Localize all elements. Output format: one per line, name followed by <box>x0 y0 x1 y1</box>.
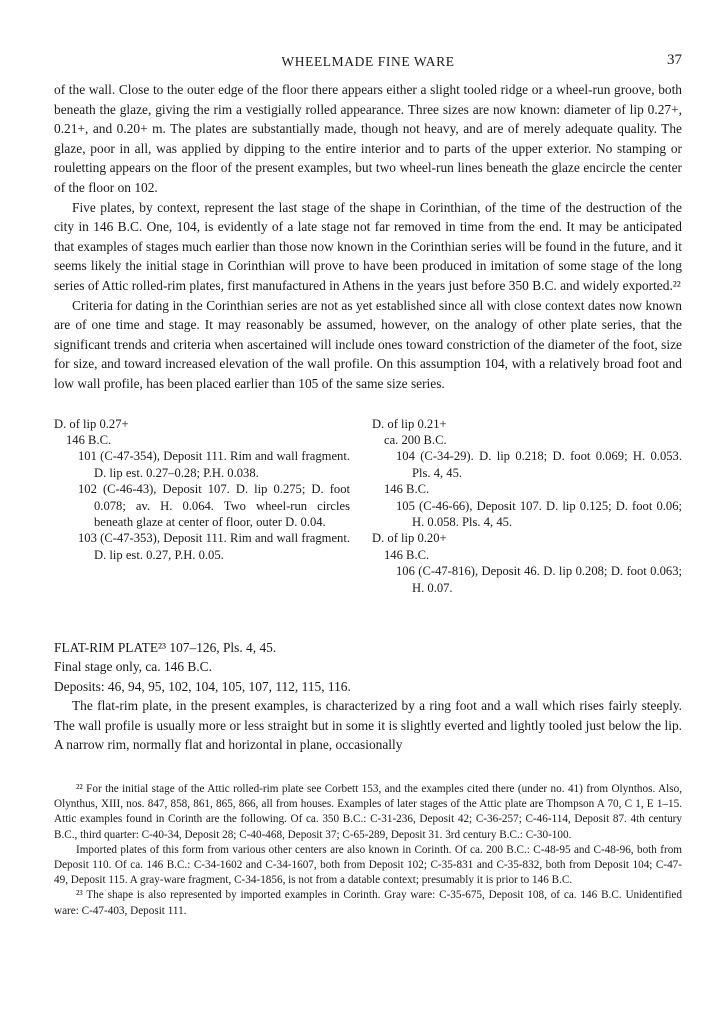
date-label: 146 B.C. <box>66 432 112 447</box>
page <box>54 52 682 755</box>
body-paragraph: Criteria for dating in the Corinthian series are not as yet established since all with close context dates now known are of one time and stage. It may reasonably be assumed, however, on the analogy of other plate series, that the significant trends and criteria when ascertained will include ones toward constriction of the diameter of the foot, size for size, and toward increased elevation of the wall profile. On this assumption 104, with a relatively broad foot and low wall profile, has been placed earlier than 105 of the same size series. <box>54 297 682 391</box>
catalog-left-column <box>54 416 350 564</box>
page-number: 37 <box>667 52 682 68</box>
running-header <box>54 52 682 78</box>
size-group-label: D. of lip 0.27+ <box>54 416 129 431</box>
catalog-entry: 102 (C-46-43), Deposit 107. D. lip 0.275; D. foot 0.078; av. H. 0.064. Two wheel-run circles beneath glaze at center of floor, outer D. 0.04. <box>78 482 350 529</box>
running-title: WHEELMADE FINE WARE <box>281 54 455 69</box>
size-group-label: D. of lip 0.21+ <box>372 416 447 431</box>
catalog-right-column <box>372 416 682 596</box>
catalog-columns <box>54 416 682 595</box>
footnotes <box>54 782 682 919</box>
catalog-entry: 103 (C-47-353), Deposit 111. Rim and wall fragment. D. lip est. 0.27, P.H. 0.05. <box>78 531 350 562</box>
date-label: 146 B.C. <box>384 482 430 497</box>
size-group-label: D. of lip 0.20+ <box>372 531 447 546</box>
footnote-22-continued: Imported plates of this form from various other centers are also known in Corinth. Of ca. 200 B.C.: C-48-95 and C-48-96, both from Deposit 110. Of ca. 146 B.C.: C-34-1602 and C-34-1607, both from Deposit 102; C-35-831 and C-35-832, both from Deposit 104; C-47-49, Deposit 115. A gray-ware fragment, C-34-1856, is not from a datable context; presumably it is prior to 146 B.C. <box>54 843 682 887</box>
date-label: 146 B.C. <box>384 547 430 562</box>
body-paragraph: Five plates, by context, represent the last stage of the shape in Corinthian, of the time of the destruction of the city in 146 B.C. One, 104, is evidently of a late stage not far removed in time from the end. It may be anticipated that examples of stages much earlier than those now known in the Corinthian series will be found in the future, and it seems likely the initial stage in Corinthian will prove to have been produced in imitation of some stage of the long series of Attic rolled-rim plates, first manufactured in Athens in the years just before 350 B.C. and widely exported.²² <box>54 199 682 293</box>
catalog-entry: 104 (C-34-29). D. lip 0.218; D. foot 0.069; H. 0.053. Pls. 4, 45. <box>396 449 682 480</box>
body-paragraph: of the wall. Close to the outer edge of the floor there appears either a slight tooled ridge or a wheel-run groove, both beneath the glaze, giving the rim a vestigially rolled appearance. Three sizes are now known: diameter of lip 0.27+, 0.21+, and 0.20+ m. The plates are substantially made, though not heavy, and are of merely adequate quality. The glaze, poor in all, was applied by dipping to the entire interior and to parts of the upper exterior. No stamping or rouletting appears on the floor of the present examples, but two wheel-run lines beneath the glaze encircle the center of the floor on 102. <box>54 82 682 195</box>
catalog-entry: 105 (C-46-66), Deposit 107. D. lip 0.125; D. foot 0.06; H. 0.058. Pls. 4, 45. <box>396 498 682 529</box>
deposits-line: Deposits: 46, 94, 95, 102, 104, 105, 107, 112, 115, 116. <box>54 678 351 694</box>
footnote-23: ²³ The shape is also represented by imported examples in Corinth. Gray ware: C-35-675, Deposit 108, of ca. 146 B.C. Unidentified ware: C-47-403, Deposit 111. <box>54 889 682 917</box>
flat-rim-section <box>54 638 682 756</box>
date-label: ca. 200 B.C. <box>384 432 447 447</box>
stage-line: Final stage only, ca. 146 B.C. <box>54 659 212 675</box>
footnote-22: ²² For the initial stage of the Attic rolled-rim plate see Corbett 153, and the examples cited there (under no. 41) from Olynthos. Also, Olynthus, XIII, nos. 847, 858, 861, 865, 866, all from houses. Examples of later stages of the Attic plate are Thompson A 70, C 1, E 1–15. Attic examples found in Corinth are the following. Of ca. 350 B.C.: C-31-236, Deposit 42; C-36-257; C-46-114, Deposit 87. 4th century B.C., third quarter: C-40-34, Deposit 28; C-40-468, Deposit 37; C-65-289, Deposit 31. 3rd century B.C.: C-30-100. <box>54 783 682 841</box>
catalog-entry: 106 (C-47-816), Deposit 46. D. lip 0.208; D. foot 0.063; H. 0.07. <box>396 564 682 595</box>
catalog-entry: 101 (C-47-354), Deposit 111. Rim and wall fragment. D. lip est. 0.27–0.28; P.H. 0.038. <box>78 449 350 480</box>
body-paragraph: The flat-rim plate, in the present examples, is characterized by a ring foot and a wall which rises fairly steeply. The wall profile is usually more or less straight but in some it is slightly everted and lightly tooled just below the lip. A narrow rim, normally flat and horizontal in plane, occasionally <box>54 698 682 753</box>
section-heading: FLAT-RIM PLATE²³ 107–126, Pls. 4, 45. <box>54 639 277 655</box>
